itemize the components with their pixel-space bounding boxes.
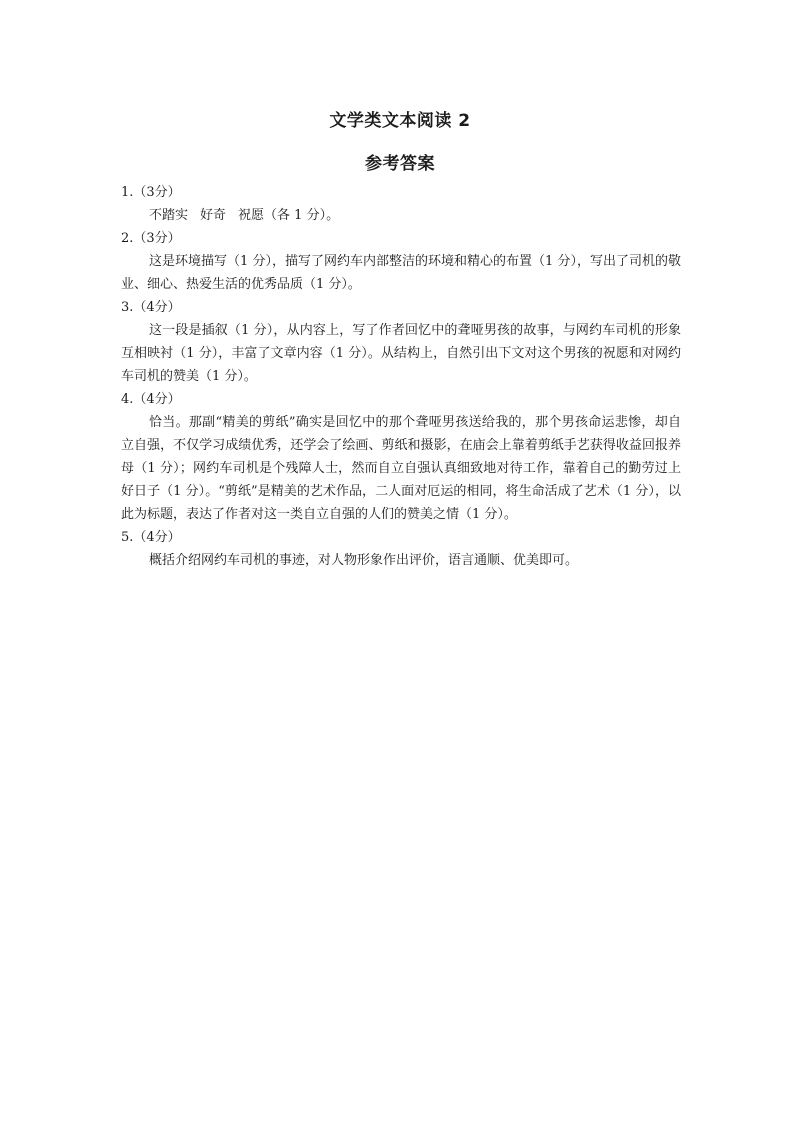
question-answer: 这是环境描写（1 分），描写了网约车内部整洁的环境和精心的布置（1 分），写出了司机的敬业、细心、热爱生活的优秀品质（1 分）。 — [121, 254, 681, 292]
question-answer: 这一段是插叙（1 分），从内容上，写了作者回忆中的聋哑男孩的故事，与网约车司机的形象互相映衬（1 分），丰富了文章内容（1 分）。从结构上，自然引出下文对这个男孩的祝愿和对网约车司机的赞美（1 分）。 — [121, 323, 681, 384]
question-4 — [121, 388, 681, 526]
document-subtitle: 参考答案 — [365, 154, 435, 174]
question-number: 5.（4分） — [121, 530, 181, 545]
question-1 — [121, 181, 681, 227]
question-answer: 恰当。那副“精美的剪纸”确实是回忆中的那个聋哑男孩送给我的，那个男孩命运悲惨，却自立自强，不仅学习成绩优秀，还学会了绘画、剪纸和摄影，在庙会上靠着剪纸手艺获得收益回报养母（1 分）；网约车司机是个残障人士，然而自立自强认真细致地对待工作，靠着自己的勤劳过上好日子（1 分）。“剪纸”是精美的艺术作品，二人面对厄运的相同，将生命活成了艺术（1 分），以此为标题，表达了作者对这一类自立自强的人们的赞美之情（1 分）。 — [121, 415, 681, 522]
question-3 — [121, 296, 681, 388]
answer-keyword: 祝愿（各 1 分）。 — [238, 208, 340, 223]
question-5 — [121, 526, 681, 572]
question-answer: 概括介绍网约车司机的事迹，对人物形象作出评价，语言通顺、优美即可。 — [149, 553, 579, 568]
question-number: 2.（3分） — [121, 231, 181, 246]
question-answer — [121, 204, 681, 227]
answer-keyword: 不踏实 — [149, 208, 189, 223]
answer-keyword: 好奇 — [200, 208, 227, 223]
document-title: 文学类文本阅读 2 — [329, 111, 471, 131]
question-number: 1.（3分） — [121, 185, 181, 200]
question-number: 3.（4分） — [121, 300, 181, 315]
question-2 — [121, 227, 681, 296]
question-number: 4.（4分） — [121, 392, 181, 407]
answer-list — [121, 181, 681, 572]
